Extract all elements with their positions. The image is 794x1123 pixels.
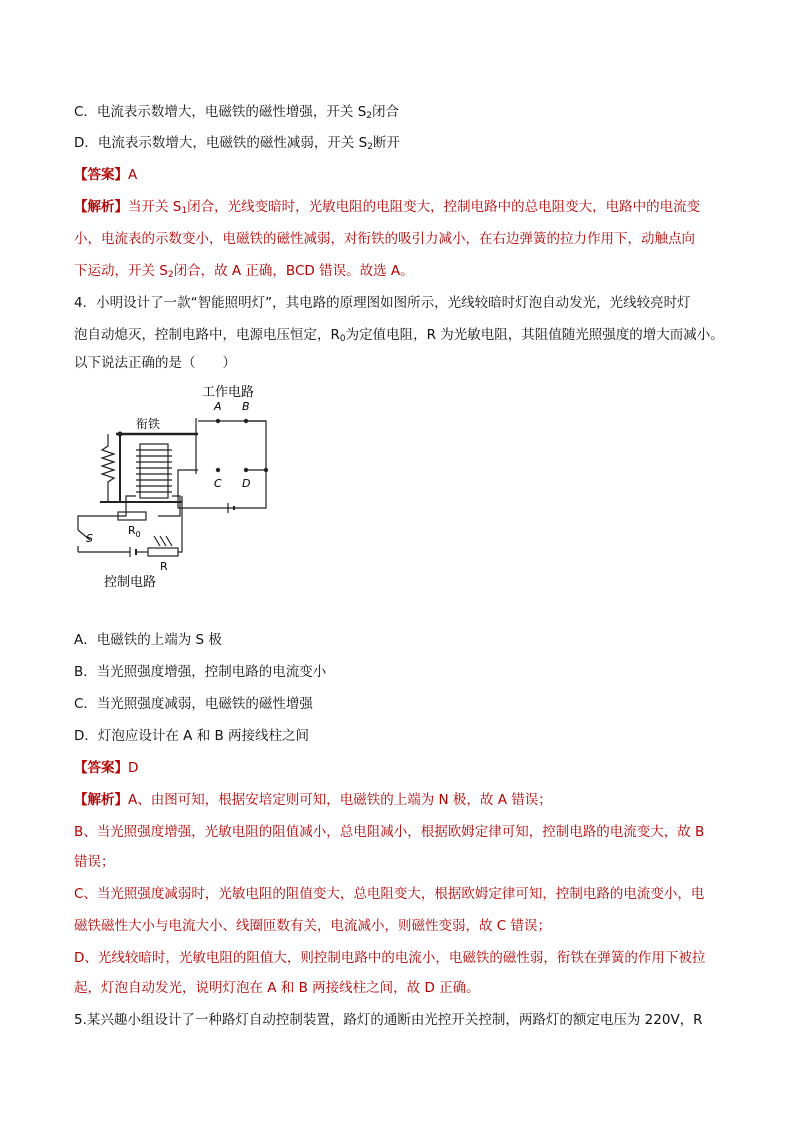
q4-analysis-line-7: 起，灯泡自动发光，说明灯泡在 A 和 B 两接线柱之间，故 D 正确。 bbox=[74, 980, 480, 996]
q4-option-c: C．当光照强度减弱，电磁铁的磁性增强 bbox=[74, 696, 313, 712]
work-circuit-label: 工作电路 bbox=[202, 385, 255, 400]
q4-analysis-line-1: 【解析】A、由图可知，根据安培定则可知，电磁铁的上端为 N 极，故 A 错误； bbox=[74, 792, 552, 808]
q3-analysis-line-1: 【解析】当开关 $S_1$闭合，光线变暗时，光敏电阻的电阻变大，控制电路中的总电阻变大，电路中的电流变 bbox=[74, 199, 701, 216]
q3-analysis-line-2: 小，电流表的示数变小，电磁铁的磁性减弱，对衔铁的吸引力减小，在右边弹簧的拉力作用下，动触点向 bbox=[74, 231, 695, 247]
r0-label: $R_0$ bbox=[128, 524, 141, 539]
switch-label: S bbox=[86, 532, 93, 545]
terminal-a-label: A bbox=[214, 400, 222, 413]
terminal-b-label: B bbox=[242, 400, 250, 413]
terminal-c-label: C bbox=[214, 477, 222, 490]
terminal-d-label: D bbox=[242, 477, 251, 490]
q4-analysis-line-4: C、当光照强度减弱时，光敏电阻的阻值变大，总电阻变大，根据欧姆定律可知，控制电路的电流变小，电 bbox=[74, 886, 705, 902]
armature-label: 衔铁 bbox=[136, 417, 161, 431]
q4-analysis-line-3: 错误； bbox=[74, 854, 115, 870]
q4-analysis-line-6: D、光线较暗时，光敏电阻的阻值大，则控制电路中的电流小，电磁铁的磁性弱，衔铁在弹簧的作用下被拉 bbox=[74, 950, 706, 966]
q4-analysis-line-5: 磁铁磁性大小与电流大小、线圈匝数有关，电流减小，则磁性变弱，故 C 错误； bbox=[74, 918, 552, 934]
circuit-diagram bbox=[70, 380, 310, 592]
q3-analysis-line-3: 下运动，开关 $S_2$闭合，故 A 正确，BCD 错误。故选 A。 bbox=[74, 263, 414, 280]
q3-option-d: D．电流表示数增大，电磁铁的磁性减弱，开关 $S_2$断开 bbox=[74, 135, 400, 152]
r-label: R bbox=[160, 560, 168, 573]
q4-analysis-line-2: B、当光照强度增强，光敏电阻的阻值减小，总电阻减小，根据欧姆定律可知，控制电路的电流变大，故 B bbox=[74, 824, 705, 840]
q4-stem-line-2: 泡自动熄灭，控制电路中，电源电压恒定，$R_0$为定值电阻，R 为光敏电阻，其阻值随光照强度的增大而减小。 bbox=[74, 327, 724, 344]
control-circuit-label: 控制电路 bbox=[104, 575, 157, 590]
q4-option-d: D．灯泡应设计在 A 和 B 两接线柱之间 bbox=[74, 728, 310, 744]
q5-stem-line-1: 5.某兴趣小组设计了一种路灯自动控制装置，路灯的通断由光控开关控制，两路灯的额定电压为 220V，R bbox=[74, 1012, 703, 1028]
r-photoresistor bbox=[148, 548, 178, 556]
q3-answer: 【答案】A bbox=[74, 167, 138, 183]
q4-answer: 【答案】D bbox=[74, 760, 139, 776]
q4-stem-line-3: 以下说法正确的是（ ） bbox=[74, 355, 236, 371]
q4-stem-line-1: 4．小明设计了一款“智能照明灯”，其电路的原理图如图所示，光线较暗时灯泡自动发光，光线较亮时灯 bbox=[74, 295, 691, 311]
q4-option-a: A．电磁铁的上端为 S 极 bbox=[74, 632, 222, 648]
q3-option-c: C．电流表示数增大，电磁铁的磁性增强，开关 $S_2$闭合 bbox=[74, 104, 400, 121]
q4-option-b: B．当光照强度增强，控制电路的电流变小 bbox=[74, 664, 327, 680]
